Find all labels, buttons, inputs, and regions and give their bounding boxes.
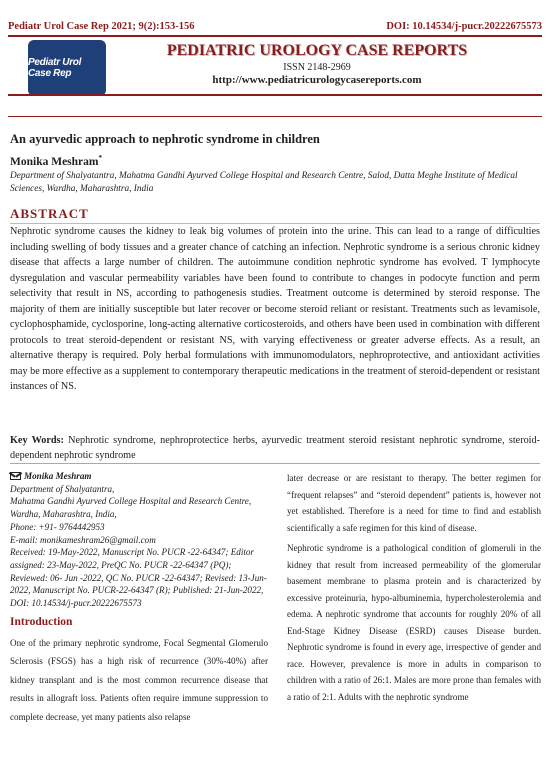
doi[interactable]: DOI: 10.14534/j-pucr.20222675573 [386,21,542,32]
correspondence-line: Department of Shalyatantra, [10,483,115,494]
journal-url[interactable]: http://www.pediatricurologycasereports.com [212,74,422,86]
correspondence-line: Mahatma Gandhi Ayurved College Hospital and Research Centre, [10,496,252,507]
keywords-text: Nephrotic syndrome, nephroprotectice herbs, ayurvedic treatment steroid resistant nephrotic syndrome, steroid-dependent nephrotic syndrome [10,435,540,461]
masthead-rule-bottom [8,116,542,117]
journal-title: PEDIATRIC UROLOGY CASE REPORTS [166,42,468,59]
abstract-heading: ABSTRACT [10,206,540,224]
running-header [8,8,542,37]
left-column [10,470,268,726]
correspondence-name: Monika Meshram [24,471,92,481]
issn: ISSN 2148-2969 [283,62,351,73]
affiliation: Department of Shalyatantra, Mahatma Gandhi Ayurved College Hospital and Research Centre, Salod, Datta Meghe Institute of Medical Sciences, Wardha, Maharashtra, India [10,171,518,194]
right-column [287,470,541,709]
mail-icon [10,472,21,480]
correspondence-phone: Phone: +91- 9764442953 [10,521,105,532]
section-divider [10,463,540,464]
masthead [8,40,542,122]
author-name: Monika Meshram [10,155,99,168]
author [10,154,102,168]
author-mark: * [98,154,102,162]
abstract-text: Nephrotic syndrome causes the kidney to leak big volumes of protein into the urine. This can lead to a range of difficulties including swelling of body tissues and a greater chance of catching an infection. Nephrotic syndrome is a serious chronic kidney disease that affects a large number of children. The autoimmune condition nephrotic syndrome has evolved. T lymphocyte dysregulation and vascular permeability variables have been found to contribute to changes in podocyte function and perm selectivity that result in NS, according to pathogenesis studies. Treatment outcome is determined by steroid response. The majority of them are initially susceptible but later recover or become steroid reliant or resistant. Treatments such as levamisole, cyclophosphamide, cyclosporine, long-acting alternative corticosteroids, and others have been used in combination with different protocols to treat steroid-dependent or resistant NS, with varying effectiveness or greater adverse effects. As a result, an alternative therapy is required. Poly herbal formulations with immunomodulators, nephroprotective, and antioxidant activities may be more effective as a supplement to contemporary therapeutic medications in the treatment of steroid-dependent or resistant instances of NS. [10,226,540,392]
body-paragraph: later decrease or are resistant to therapy. The better regimen for “frequent relapses” and “steroid dependent” patients is, however not yet established. Therefore is a need for time to find and establish scientifically a safe regimen for this kind of disease. [287,473,541,533]
correspondence-block [10,470,268,610]
manuscript-history: Received: 19-May-2022, Manuscript No. PUCR -22-64347; Editor assigned: 23-May-2022, PreQC No. PUCR -22-64347 (PQ); Reviewed: 06- Jun -2022, QC No. PUCR -22-64347; Revised: 13-Jun-2022, Manuscript No. PUCR-22-64347 (R); Published: 21-Jun-2022, DOI: 10.14534/j-pucr.20222675573 [10,547,267,609]
keywords [10,433,540,463]
keywords-label: Key Words: [10,435,64,446]
article-title: An ayurvedic approach to nephrotic syndrome in children [10,132,320,146]
introduction-text: One of the primary nephrotic syndrome, Focal Segmental Glomerulo Sclerosis (FSGS) has a high risk of recurrence (30%-40%) after kidney transplant and is the most common recurrence disease that results in allograft loss. Patients often require immune suppression to complete decrease, yet many patients also relapse [10,637,268,722]
masthead-rule-top [8,94,542,96]
body-paragraph: Nephrotic syndrome is a pathological condition of glomeruli in the kidney that result from increased permeability of the glomerular basement membrane to plasma protein and is characterized by excessive proteinuria, hypo-albuminemia, hypercholesterolemia and edema. A nephrotic syndrome that accounts for roughly 20% of all End-Stage Kidney Disease (ESRD) causes Disease burden. Nephrotic syndrome is found in every age, irrespective of gender and race. However, prevalence is more in adults in comparison to children with a ratio of 26:1. Males are more prone than females with a ratio of 2:1. Adults with the nephrotic syndrome [287,543,541,702]
introduction-heading: Introduction [10,615,73,628]
citation: Pediatr Urol Case Rep 2021; 9(2):153-156 [8,21,195,32]
correspondence-email[interactable]: E-mail: monikameshram26@gmail.com [10,534,156,545]
logo-text: Pediatr Urol Case Rep [28,57,82,79]
correspondence-line: Wardha, Maharashtra, India, [10,509,117,520]
